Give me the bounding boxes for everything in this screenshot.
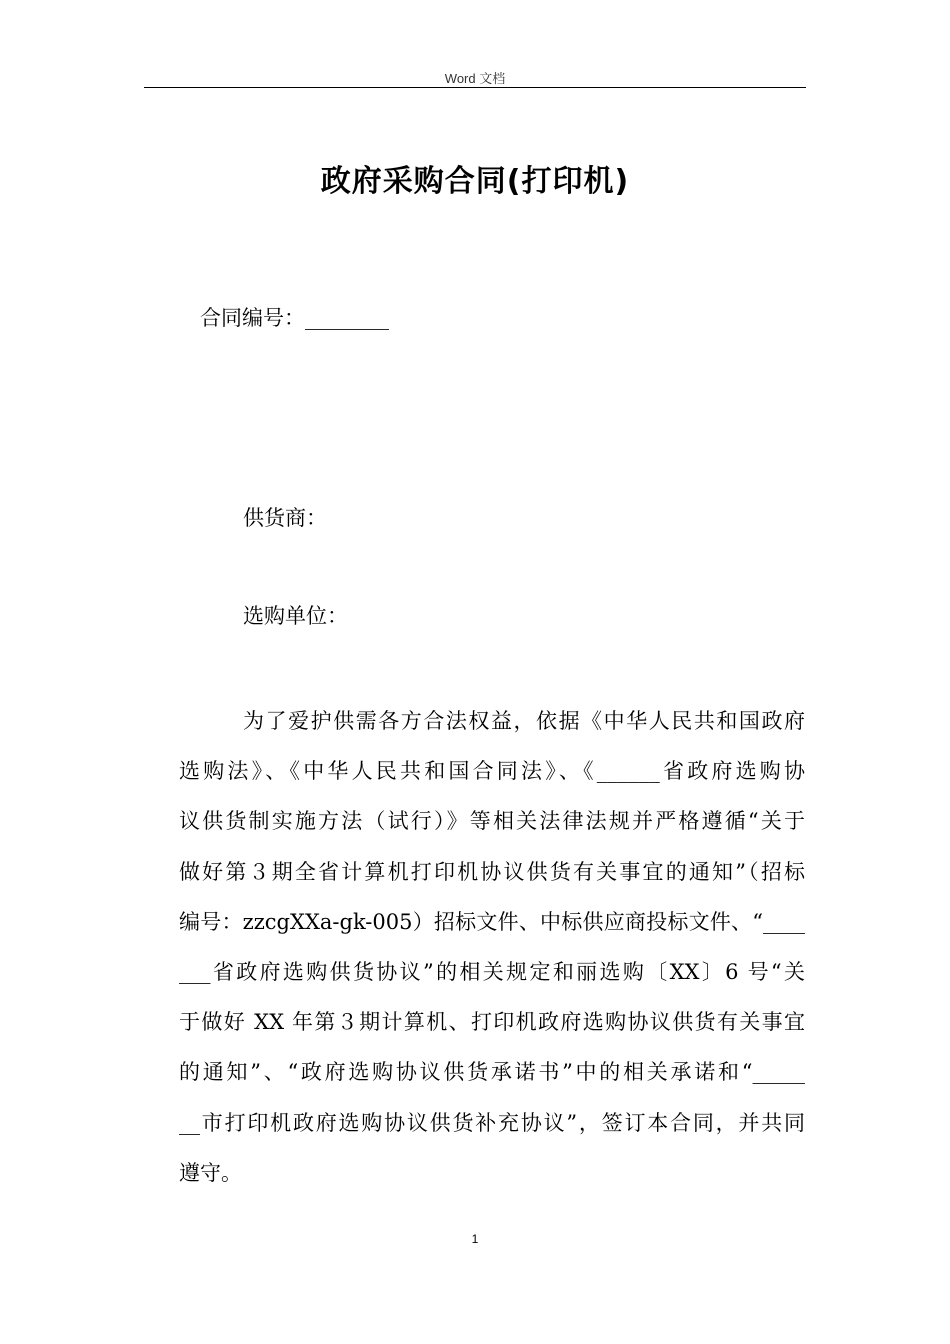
paragraph-line: 于做好 XX 年第３期计算机、打印机政府选购协议供货有关事宜: [179, 1010, 805, 1035]
paragraph-line: ___省政府选购供货协议”的相关规定和丽选购〔XX〕6 号“关: [179, 959, 805, 984]
supplier-label: 供货商：: [243, 506, 327, 530]
paragraph-line: 为了爱护供需各方合法权益，依据《中华人民共和国政府: [243, 709, 805, 733]
paragraph-line: __市打印机政府选购协议供货补充协议”，签订本合同，并共同: [179, 1110, 805, 1135]
document-title: 政府采购合同(打印机): [320, 164, 630, 199]
paragraph-line: 的通知”、“政府选购协议供货承诺书”中的相关承诺和“_____: [179, 1060, 805, 1085]
body-paragraph: [179, 696, 805, 1198]
paragraph-line: 做好第３期全省计算机打印机协议供货有关事宜的通知”（招标: [179, 859, 805, 884]
page-number: 1: [471, 1232, 479, 1246]
contract-number-label: 合同编号：________: [200, 306, 389, 330]
paragraph-line: 选购法》、《中华人民共和国合同法》、《______省政府选购协: [179, 759, 805, 784]
paragraph-line: 议供货制实施方法（试行）》等相关法律法规并严格遵循“关于: [179, 809, 805, 834]
header-divider: [144, 87, 806, 88]
paragraph-line: 遵守。: [179, 1160, 242, 1185]
paragraph-line: 编号：zzcgXXa-gk-005）招标文件、中标供应商投标文件、“____: [179, 909, 805, 934]
buyer-label: 选购单位：: [243, 604, 348, 628]
page-header: Word 文档: [444, 71, 506, 86]
